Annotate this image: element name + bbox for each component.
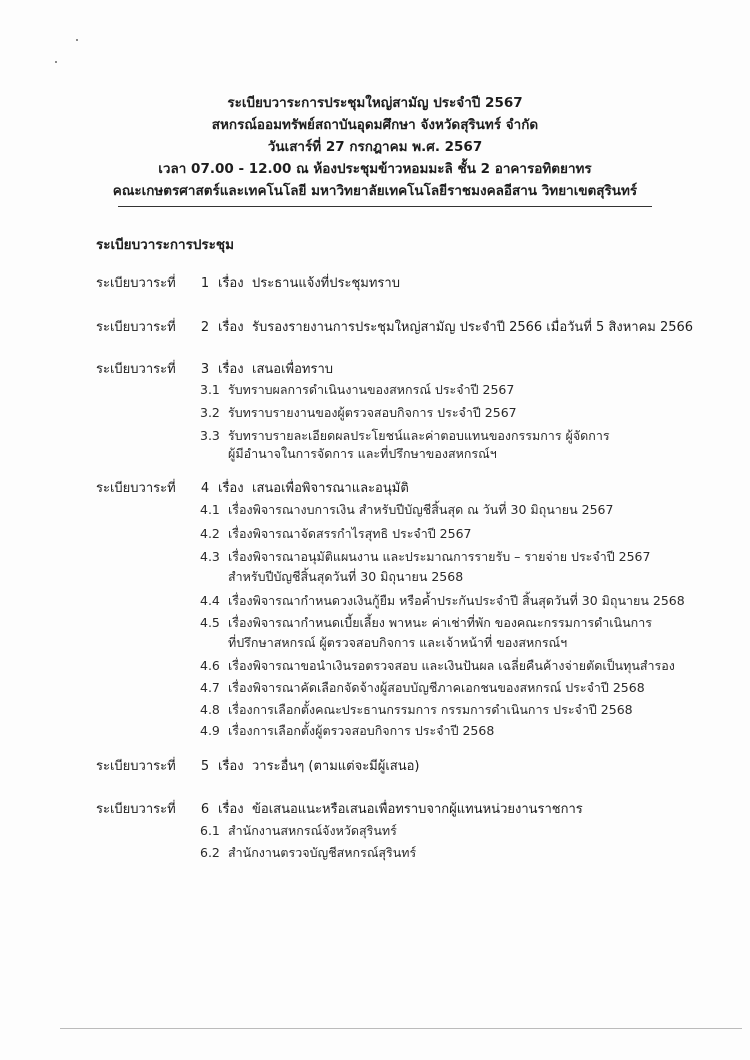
sub-item bbox=[200, 426, 610, 446]
section-title: ระเบียบวาระการประชุม bbox=[96, 237, 234, 253]
sub-item-number: 4.5 bbox=[200, 615, 220, 630]
sub-item bbox=[200, 380, 514, 400]
sub-item-text: สำนักงานสหกรณ์จังหวัดสุรินทร์ bbox=[228, 823, 397, 838]
agenda-label: ระเบียบวาระที่ bbox=[96, 802, 176, 817]
agenda-number: 5 bbox=[200, 759, 210, 774]
sub-item-text: เรื่องการเลือกตั้งคณะประธานกรรมการ กรรมการดำเนินการ ประจำปี 2568 bbox=[228, 702, 633, 717]
header-date: วันเสาร์ที่ 27 กรกฎาคม พ.ศ. 2567 bbox=[267, 139, 483, 155]
sub-item bbox=[200, 678, 645, 698]
agenda-label: ระเบียบวาระที่ bbox=[96, 320, 176, 335]
agenda-item bbox=[96, 316, 693, 337]
header-title: ระเบียบวาระการประชุมใหญ่สามัญ ประจำปี 2567 bbox=[227, 95, 523, 111]
sub-item-continuation: ผู้มีอำนาจในการจัดการ และที่ปรึกษาของสหกรณ์ฯ bbox=[228, 446, 497, 461]
scan-speck bbox=[55, 61, 57, 63]
agenda-title: เสนอเพื่อทราบ bbox=[252, 362, 333, 377]
sub-item bbox=[200, 656, 675, 676]
agenda-word: เรื่อง bbox=[218, 802, 244, 817]
sub-item-number: 4.4 bbox=[200, 593, 220, 608]
agenda-item bbox=[96, 798, 583, 819]
page-bottom-edge bbox=[60, 1028, 742, 1029]
sub-item-text: เรื่องการเลือกตั้งผู้ตรวจสอบกิจการ ประจำปี 2568 bbox=[228, 723, 495, 738]
sub-item-text: รับทราบผลการดำเนินงานของสหกรณ์ ประจำปี 2567 bbox=[228, 382, 515, 397]
sub-item-text: รับทราบรายละเอียดผลประโยชน์และค่าตอบแทนของกรรมการ ผู้จัดการ bbox=[228, 428, 610, 443]
agenda-title: ประธานแจ้งที่ประชุมทราบ bbox=[252, 276, 400, 291]
agenda-number: 3 bbox=[200, 362, 210, 377]
agenda-item bbox=[96, 477, 409, 498]
sub-item-text: เรื่องพิจารณากำหนดวงเงินกู้ยืม หรือค้ำประกันประจำปี สิ้นสุดวันที่ 30 มิถุนายน 2568 bbox=[228, 593, 685, 608]
sub-item-text: เรื่องพิจารณาขอนำเงินรอตรวจสอบ และเงินปันผล เฉลี่ยคืนค้างจ่ายตัดเป็นทุนสำรอง bbox=[228, 658, 675, 673]
agenda-word: เรื่อง bbox=[218, 320, 244, 335]
agenda-label: ระเบียบวาระที่ bbox=[96, 362, 176, 377]
agenda-word: เรื่อง bbox=[218, 362, 244, 377]
sub-item-number: 3.2 bbox=[200, 405, 220, 420]
sub-item-text: รับทราบรายงานของผู้ตรวจสอบกิจการ ประจำปี 2567 bbox=[228, 405, 517, 420]
sub-item-number: 4.3 bbox=[200, 549, 220, 564]
sub-item-number: 4.9 bbox=[200, 723, 220, 738]
sub-item bbox=[200, 524, 472, 544]
sub-item bbox=[200, 843, 416, 863]
agenda-title: รับรองรายงานการประชุมใหญ่สามัญ ประจำปี 2566 เมื่อวันที่ 5 สิงหาคม 2566 bbox=[252, 320, 694, 335]
agenda-label: ระเบียบวาระที่ bbox=[96, 276, 176, 291]
agenda-title: เสนอเพื่อพิจารณาและอนุมัติ bbox=[252, 481, 409, 496]
sub-item bbox=[200, 547, 650, 567]
agenda-item bbox=[96, 272, 400, 293]
sub-item-number: 6.2 bbox=[200, 845, 220, 860]
header-time-venue: เวลา 07.00 - 12.00 ณ ห้องประชุมข้าวหอมมะลิ ชั้น 2 อาคารอทิตยาทร bbox=[158, 161, 592, 177]
sub-item bbox=[200, 721, 494, 741]
agenda-word: เรื่อง bbox=[218, 481, 244, 496]
agenda-label: ระเบียบวาระที่ bbox=[96, 481, 176, 496]
sub-item bbox=[200, 500, 613, 520]
sub-item-number: 4.7 bbox=[200, 680, 220, 695]
sub-item-continuation: สำหรับปีบัญชีสิ้นสุดวันที่ 30 มิถุนายน 2568 bbox=[228, 569, 464, 584]
sub-item-text: เรื่องพิจารณางบการเงิน สำหรับปีบัญชีสิ้นสุด ณ วันที่ 30 มิถุนายน 2567 bbox=[228, 502, 614, 517]
sub-item bbox=[200, 403, 517, 423]
sub-item-number: 4.1 bbox=[200, 502, 220, 517]
sub-item bbox=[200, 613, 652, 633]
agenda-title: ข้อเสนอแนะหรือเสนอเพื่อทราบจากผู้แทนหน่วยงานราชการ bbox=[252, 802, 583, 817]
agenda-item bbox=[96, 358, 333, 379]
sub-item-text: เรื่องพิจารณาคัดเลือกจัดจ้างผู้สอบบัญชีภาคเอกชนของสหกรณ์ ประจำปี 2568 bbox=[228, 680, 645, 695]
sub-item-number: 4.8 bbox=[200, 702, 220, 717]
sub-item-text: เรื่องพิจารณาอนุมัติแผนงาน และประมาณการรายรับ – รายจ่าย ประจำปี 2567 bbox=[228, 549, 651, 564]
scan-speck bbox=[76, 39, 78, 41]
sub-item-text: สำนักงานตรวจบัญชีสหกรณ์สุรินทร์ bbox=[228, 845, 417, 860]
sub-item bbox=[200, 700, 633, 720]
sub-item bbox=[200, 821, 397, 841]
agenda-item bbox=[96, 755, 420, 776]
header-faculty: คณะเกษตรศาสตร์และเทคโนโลยี มหาวิทยาลัยเทคโนโลยีราชมงคลอีสาน วิทยาเขตสุรินทร์ bbox=[112, 183, 638, 199]
sub-item-continuation: ที่ปรึกษาสหกรณ์ ผู้ตรวจสอบกิจการ และเจ้าหน้าที่ ของสหกรณ์ฯ bbox=[228, 635, 568, 650]
sub-item bbox=[200, 591, 685, 611]
agenda-label: ระเบียบวาระที่ bbox=[96, 759, 176, 774]
sub-item-number: 3.1 bbox=[200, 382, 220, 397]
agenda-word: เรื่อง bbox=[218, 276, 244, 291]
header-organization: สหกรณ์ออมทรัพย์สถาบันอุดมศึกษา จังหวัดสุรินทร์ จำกัด bbox=[211, 117, 539, 133]
document-header bbox=[80, 92, 670, 202]
agenda-number: 4 bbox=[200, 481, 210, 496]
agenda-title: วาระอื่นๆ (ตามแต่จะมีผู้เสนอ) bbox=[252, 759, 420, 774]
sub-item-text: เรื่องพิจารณากำหนดเบี้ยเลี้ยง พาหนะ ค่าเช่าที่พัก ของคณะกรรมการดำเนินการ bbox=[228, 615, 652, 630]
sub-item-number: 6.1 bbox=[200, 823, 220, 838]
sub-item-number: 4.6 bbox=[200, 658, 220, 673]
agenda-number: 2 bbox=[200, 320, 210, 335]
agenda-number: 6 bbox=[200, 802, 210, 817]
sub-item-text: เรื่องพิจารณาจัดสรรกำไรสุทธิ ประจำปี 2567 bbox=[228, 526, 472, 541]
agenda-number: 1 bbox=[200, 276, 210, 291]
header-divider bbox=[118, 206, 652, 207]
agenda-word: เรื่อง bbox=[218, 759, 244, 774]
sub-item-number: 3.3 bbox=[200, 428, 220, 443]
sub-item-number: 4.2 bbox=[200, 526, 220, 541]
